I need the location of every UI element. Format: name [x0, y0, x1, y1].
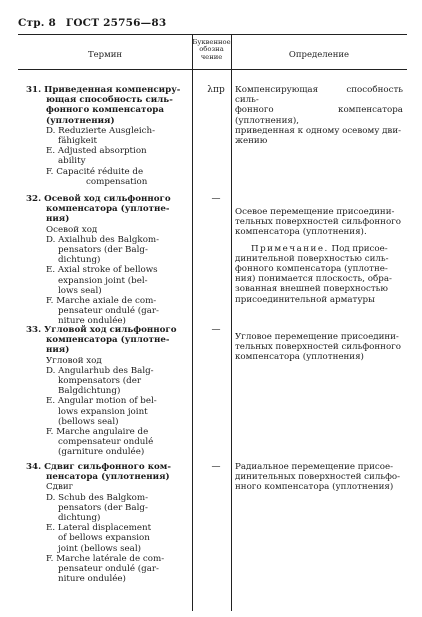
header-term: Термин — [87, 50, 123, 60]
symbol-33: — — [211, 325, 221, 335]
term-33: 33. Угловой ход сильфонного компенсатора (уплотне- ния) Угловой ход D. Angularhub des Balg- kompensators (der Balgdichtung) E. Angular motion of bel- lows expansion joint (bellows seal) F. Marche angulaire de compensateur ondulé (garniture ondulée) — [26, 325, 177, 458]
definition-31: Компенсирующая способность силь- фонного компенсатора (уплотнения), приведенная к одному осевому дви- жению — [235, 85, 403, 147]
header-divider — [18, 69, 407, 70]
symbol-34: — — [211, 462, 221, 472]
column-divider — [231, 35, 232, 611]
header-symbol: Буквенное обозна чение — [192, 38, 231, 61]
page-header — [18, 17, 172, 29]
definition-34: Радиальное перемещение присое- динительных поверхностей сильфо- нного компенсатора (уплотнения) — [235, 462, 401, 493]
header-definition: Определение — [288, 50, 350, 60]
standard-number: ГОСТ 25756—83 — [65, 17, 167, 29]
page-number: Стр. 8 — [18, 17, 57, 29]
terms-table — [18, 34, 407, 611]
definition-33: Угловое перемещение присоедини- тельных поверхностей сильфонного компенсатора (уплотнения) — [235, 332, 401, 363]
term-31: 31. Приведенная компенсиру- ющая способность силь- фонного компенсатора (уплотнения) D. Reduzierte Ausgleich- fähigkeit E. Adjusted absorption ability F. Capacité réduite de compensation — [26, 85, 181, 187]
symbol-32: — — [211, 194, 221, 204]
term-34: 34. Сдвиг сильфонного ком- пенсатора (уплотнения) Сдвиг D. Schub des Balgkom- pensators (der Balg- dichtung) E. Lateral displacement of bellows expansion joint (bellows seal) F. Marche latérale de com- pensateur ondulé (gar- niture ondulée) — [26, 462, 171, 585]
definition-32: Осевое перемещение присоедини- тельных поверхностей сильфонного компенсатора (уплотнения). Примечание. Под присое- динительной поверхностью силь- фонного компенсатора (уплотне- ния) понимается плоскость, обра- зованная внешней поверхностью присоединительной арматуры — [235, 207, 401, 305]
symbol-31: λпр — [207, 85, 225, 95]
term-32: 32. Осевой ход сильфонного компенсатора (уплотне- ния) Осевой ход D. Axialhub des Balgkom- pensators (der Balg- dichtung) E. Axial stroke of bellows expansion joint (bel- lows seal) F. Marche axiale de com- pensateur ondulé (gar- niture ondulée) — [26, 194, 171, 327]
note-label: Примечание. — [251, 243, 329, 254]
